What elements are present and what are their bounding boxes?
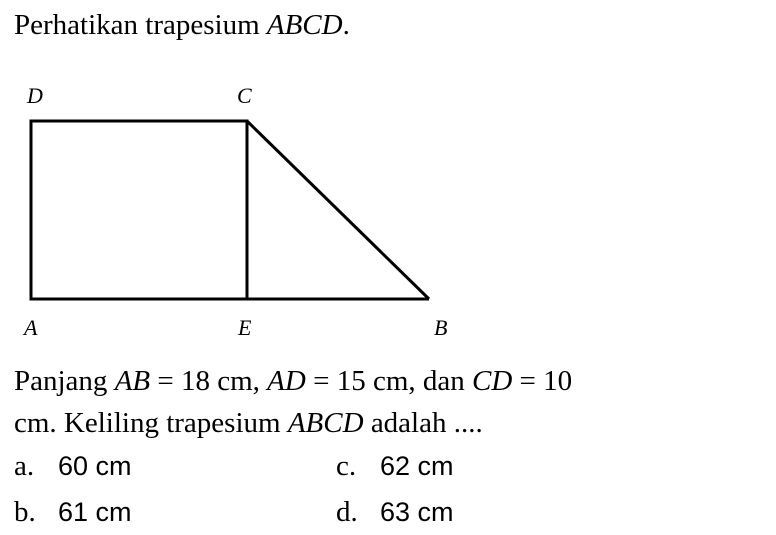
vertex-label-C: C [237, 83, 252, 108]
option-letter: c. [336, 450, 357, 482]
vertex-label-B: B [434, 315, 448, 340]
option-value: 62 cm [380, 451, 454, 481]
question-line-2 [14, 406, 483, 440]
option-value: 63 cm [380, 497, 454, 527]
option-c[interactable] [336, 449, 454, 483]
rectangle-ADCE [31, 121, 247, 299]
intro-text: Perhatikan trapesium [14, 9, 267, 41]
question-text: = 18 cm, [150, 365, 268, 397]
option-letter: d. [336, 496, 358, 528]
question-text: = 10 [512, 365, 573, 397]
vertex-label-D: D [27, 83, 43, 108]
option-value: 60 cm [58, 451, 132, 481]
question-text: Panjang [14, 365, 115, 397]
math-variable: CD [472, 365, 513, 397]
math-variable: ABCD [287, 407, 364, 439]
question-line-1 [14, 364, 572, 398]
intro-end: . [342, 9, 350, 41]
option-letter: b. [14, 496, 36, 528]
math-variable: AD [267, 365, 306, 397]
intro-shape-name: ABCD [266, 9, 343, 41]
side-CB [247, 121, 429, 299]
option-value: 61 cm [58, 497, 132, 527]
option-a[interactable] [14, 449, 132, 483]
math-variable: AB [114, 365, 151, 397]
vertex-label-A: A [24, 315, 38, 340]
option-letter: a. [14, 450, 35, 482]
vertex-label-E: E [238, 315, 252, 340]
question-text: adalah .... [363, 407, 483, 439]
option-d[interactable] [336, 495, 454, 529]
question-text: = 15 cm, dan [305, 365, 472, 397]
option-b[interactable] [14, 495, 132, 529]
question-text: cm. Keliling trapesium [14, 407, 288, 439]
